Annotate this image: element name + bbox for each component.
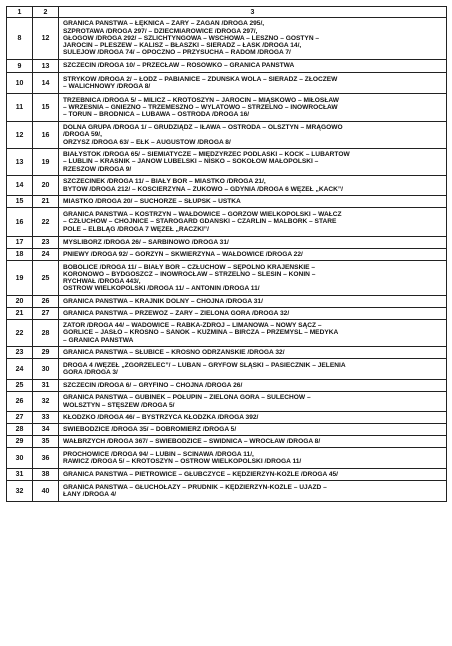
table-row [7,176,447,196]
route-line: SZCZECIN /DROGA 10/ – PRZECŁAW – ROSÓWKO – GRANICA PAŃSTWA [63,62,295,70]
route-description-cell [59,469,447,481]
route-line: /DROGA 59/, [63,131,102,139]
route-line: ŚWIEBODZICE /DROGA 35/ – DOBROMIERZ /DROGA 5/ [63,425,237,433]
route-line: TRZEBNICA /DROGA 5/ – MILICZ – KROTOSZYN – JAROCIN – MIĄSKOWO – MIŁOSŁAW [63,96,339,104]
row-number-cell: 30 [7,448,33,469]
row-number-cell: 15 [7,196,33,208]
route-description-cell [59,308,447,320]
route-line: BYTÓW /DROGA 212/ – KOŚCIERZYNA – ŻUKOWO – GDYNIA /DROGA 6 WĘZEŁ „KACK”/ [63,185,344,193]
table-row [7,448,447,469]
row-number-cell: 11 [7,94,33,122]
row-number-cell: 25 [7,380,33,392]
document-page [6,6,446,502]
road-number-cell: 19 [33,149,59,176]
row-number-cell: 8 [7,18,33,60]
route-line: DROGA 4 /WĘZEŁ „ZGORZELEC”/ – LUBAŃ – GRYFÓW ŚLĄSKI – PASIECZNIK – JELENIA [63,361,346,369]
row-number-cell: 21 [7,308,33,320]
table-row [7,208,447,237]
route-description-cell [59,149,447,176]
route-line: GRANICA PAŃSTWA – KRAJNIK DOLNY – CHOJNA /DROGA 31/ [63,297,263,305]
route-line: MIASTKO /DROGA 20/ – SUCHORZE – SŁUPSK – USTKA [63,197,241,205]
route-description-cell [59,122,447,149]
table-row [7,320,447,347]
table-row [7,296,447,308]
route-description-cell [59,249,447,261]
route-line: SULEJÓW /DROGA 74/ – OPOCZNO – PRZYSUCHA – RADOM /DROGA 7/ [63,49,291,57]
row-number-cell: 18 [7,249,33,261]
route-description-cell [59,94,447,122]
route-line: POLE – ELBLĄG /DROGA 7 WĘZEŁ „RACZKI”/ [63,225,209,233]
route-description-cell [59,60,447,73]
table-row [7,436,447,448]
route-description-cell [59,176,447,196]
row-number-cell: 10 [7,73,33,94]
road-number-cell: 35 [33,436,59,448]
route-description-cell [59,392,447,412]
column-header-1: 1 [7,7,33,18]
table-row [7,481,447,502]
route-description-cell [59,261,447,296]
row-number-cell: 13 [7,149,33,176]
row-number-cell: 32 [7,481,33,502]
road-number-cell: 32 [33,392,59,412]
row-number-cell: 26 [7,392,33,412]
route-description-cell [59,412,447,424]
table-row [7,94,447,122]
table-row [7,149,447,176]
route-line: GRANICA PAŃSTWA – PIETROWICE – GŁUBCZYCE – KĘDZIERZYN-KOŹLE /DROGA 45/ [63,470,339,478]
route-line: GRANICA PAŃSTWA – SŁUBICE – KROSNO ODRZAŃSKIE /DROGA 32/ [63,348,285,356]
row-number-cell: 20 [7,296,33,308]
route-description-cell [59,18,447,60]
row-number-cell: 9 [7,60,33,73]
route-line: ZATOR /DROGA 44/ – WADOWICE – RABKA-ZDRÓJ – LIMANOWA – NOWY SĄCZ – [63,322,322,330]
route-line: ORZYSZ /DROGA 63/ – EŁK – AUGUSTÓW /DROGA 8/ [63,138,231,146]
route-line: RAWICZ /DROGA 5/ – KROTOSZYN – OSTRÓW WIELKOPOLSKI /DROGA 11/ [63,458,302,465]
route-description-cell [59,296,447,308]
route-line: KŁODZKO /DROGA 46/ – BYSTRZYCA KŁODZKA /DROGA 392/ [63,413,259,421]
route-line: OSTRÓW WIELKOPOLSKI /DROGA 11/ – ANTONIN /DROGA 11/ [63,285,260,293]
route-line: PROCHOWICE /DROGA 94/ – LUBIN – ŚCINAWA /DROGA 11/, [63,450,254,458]
road-number-cell: 34 [33,424,59,436]
row-number-cell: 28 [7,424,33,436]
table-row [7,18,447,60]
route-line: – WRZEŚNIA – GNIEZNO – TRZEMESZNO – WYLATOWO – STRZELNO – INOWROCŁAW [63,103,338,111]
road-number-cell: 40 [33,481,59,502]
route-line: – WALICHNOWY /DROGA 8/ [63,83,151,90]
route-line: BOBOLICE /DROGA 11/ – BIAŁY BÓR – CZŁUCHÓW – SĘPÓLNO KRAJEŃSKIE – [63,263,316,271]
road-number-cell: 12 [33,18,59,60]
route-line: – CZŁUCHÓW – CHOJNICE – STAROGARD GDAŃSKI – CZARLIN – MALBORK – STARE [63,218,337,226]
route-line: ŁANY /DROGA 4/ [63,491,117,498]
road-number-cell: 22 [33,208,59,237]
road-number-cell: 15 [33,94,59,122]
road-number-cell: 36 [33,448,59,469]
road-number-cell: 31 [33,380,59,392]
route-line: GRANICA PAŃSTWA – PRZEWÓZ – ŻARY – ZIELONA GÓRA /DROGA 32/ [63,309,290,317]
table-row [7,249,447,261]
route-line: SZPROTAWA /DROGA 297/ – DZIECMIAROWICE /DROGA 297/, [63,27,258,35]
row-number-cell: 17 [7,237,33,249]
column-header-3: 3 [59,7,447,18]
road-number-cell: 27 [33,308,59,320]
route-line: GRANICA PAŃSTWA – GŁUCHOŁAZY – PRUDNIK – KĘDZIERZYN-KOŹLE – UJAZD – [63,483,327,491]
route-description-cell [59,359,447,380]
route-description-cell [59,380,447,392]
road-number-cell: 14 [33,73,59,94]
route-description-cell [59,347,447,359]
road-number-cell: 26 [33,296,59,308]
route-description-cell [59,481,447,502]
route-line: – LUBLIN – KRAŚNIK – JANÓW LUBELSKI – NISKO – SOKOŁÓW MAŁOPOLSKI – [63,158,319,166]
table-row [7,359,447,380]
route-line: GŁOGÓW /DROGA 292/ – SZLICHTYNGOWA – WSCHOWA – LESZNO – GOSTYŃ – [63,34,320,42]
road-number-cell: 13 [33,60,59,73]
route-line: GORLICE – JASŁO – KROSNO – SANOK – KUŹMINA – BIRCZA – PRZEMYŚL – MEDYKA [63,329,339,337]
route-line: BIAŁYSTOK /DROGA 65/ – SIEMIATYCZE – MIĘDZYRZEC PODLASKI – KOCK – LUBARTÓW [63,151,350,159]
row-number-cell: 27 [7,412,33,424]
route-line: GRANICA PAŃSTWA – ŁĘKNICA – ŻARY – ŻAGAŃ /DROGA 295/, [63,20,265,28]
road-number-cell: 30 [33,359,59,380]
road-number-cell: 25 [33,261,59,296]
table-row [7,469,447,481]
route-line: MYŚLIBÓRZ /DROGA 26/ – SARBINOWO /DROGA 31/ [63,238,229,246]
route-description-cell [59,196,447,208]
row-number-cell: 23 [7,347,33,359]
table-row [7,424,447,436]
route-line: PNIEWY /DROGA 92/ – GORZYŃ – SKWIERZYNA – WAŁDOWICE /DROGA 22/ [63,250,303,258]
route-line: – TORUŃ – BRODNICA – LUBAWA – OSTRÓDA /DROGA 16/ [63,111,250,119]
road-number-cell: 16 [33,122,59,149]
route-line: RZESZÓW /DROGA 9/ [63,165,132,173]
route-line: STRYKÓW /DROGA 2/ – ŁÓDŹ – PABIANICE – ZDUŃSKA WOLA – SIERADZ – ZŁOCZEW [63,75,338,83]
row-number-cell: 24 [7,359,33,380]
route-line: GRANICA PAŃSTWA – KOSTRZYN – WAŁDOWICE – GORZÓW WIELKOPOLSKI – WAŁCZ [63,211,342,219]
route-description-cell [59,320,447,347]
route-description-cell [59,208,447,237]
route-description-cell [59,237,447,249]
route-line: GÓRA /DROGA 3/ [63,369,118,376]
table-row [7,261,447,296]
road-number-cell: 28 [33,320,59,347]
table-row [7,347,447,359]
table-row [7,308,447,320]
row-number-cell: 14 [7,176,33,196]
route-description-cell [59,424,447,436]
route-line: – GRANICA PAŃSTWA [63,336,134,344]
table-row [7,237,447,249]
road-number-cell: 21 [33,196,59,208]
route-line: WAŁBRZYCH /DROGA 367/ – ŚWIEBODZICE – ŚWIDNICA – WROCŁAW /DROGA 8/ [63,437,321,445]
table-row [7,122,447,149]
route-line: KORONOWO – BYDGOSZCZ – INOWROCŁAW – STRZELNO – ŚLESIN – KONIN – [63,270,316,278]
route-description-cell [59,448,447,469]
table-row [7,60,447,73]
road-list-table [6,6,447,502]
table-row [7,73,447,94]
road-number-cell: 29 [33,347,59,359]
road-number-cell: 23 [33,237,59,249]
row-number-cell: 19 [7,261,33,296]
column-header-2: 2 [33,7,59,18]
row-number-cell: 22 [7,320,33,347]
route-line: GRANICA PAŃSTWA – GUBINEK – POŁUPIN – ZIELONA GÓRA – SULECHÓW – [63,394,311,402]
row-number-cell: 16 [7,208,33,237]
table-row [7,380,447,392]
road-number-cell: 38 [33,469,59,481]
table-header-row [7,7,447,18]
road-number-cell: 24 [33,249,59,261]
route-line: SZCZECIN /DROGA 6/ – GRYFINO – CHOJNA /DROGA 26/ [63,381,243,389]
row-number-cell: 12 [7,122,33,149]
route-line: RYCHWAŁ /DROGA 443/, [63,278,141,285]
route-line: DOLNA GRUPA /DROGA 1/ – GRUDZIĄDZ – IŁAWA – OSTRÓDA – OLSZTYN – MRĄGOWO [63,124,343,132]
table-row [7,392,447,412]
road-number-cell: 20 [33,176,59,196]
road-number-cell: 33 [33,412,59,424]
table-body [7,18,447,502]
route-line: WOLSZTYN – STĘSZEW /DROGA 5/ [63,401,175,409]
route-line: SZCZECINEK /DROGA 11/ – BIAŁY BÓR – MIASTKO /DROGA 21/, [63,178,266,186]
route-description-cell [59,436,447,448]
row-number-cell: 29 [7,436,33,448]
table-row [7,412,447,424]
route-line: JAROCIN – PLESZEW – KALISZ – BŁASZKI – SIERADZ – ŁASK /DROGA 14/, [63,42,302,50]
route-description-cell [59,73,447,94]
row-number-cell: 31 [7,469,33,481]
table-row [7,196,447,208]
